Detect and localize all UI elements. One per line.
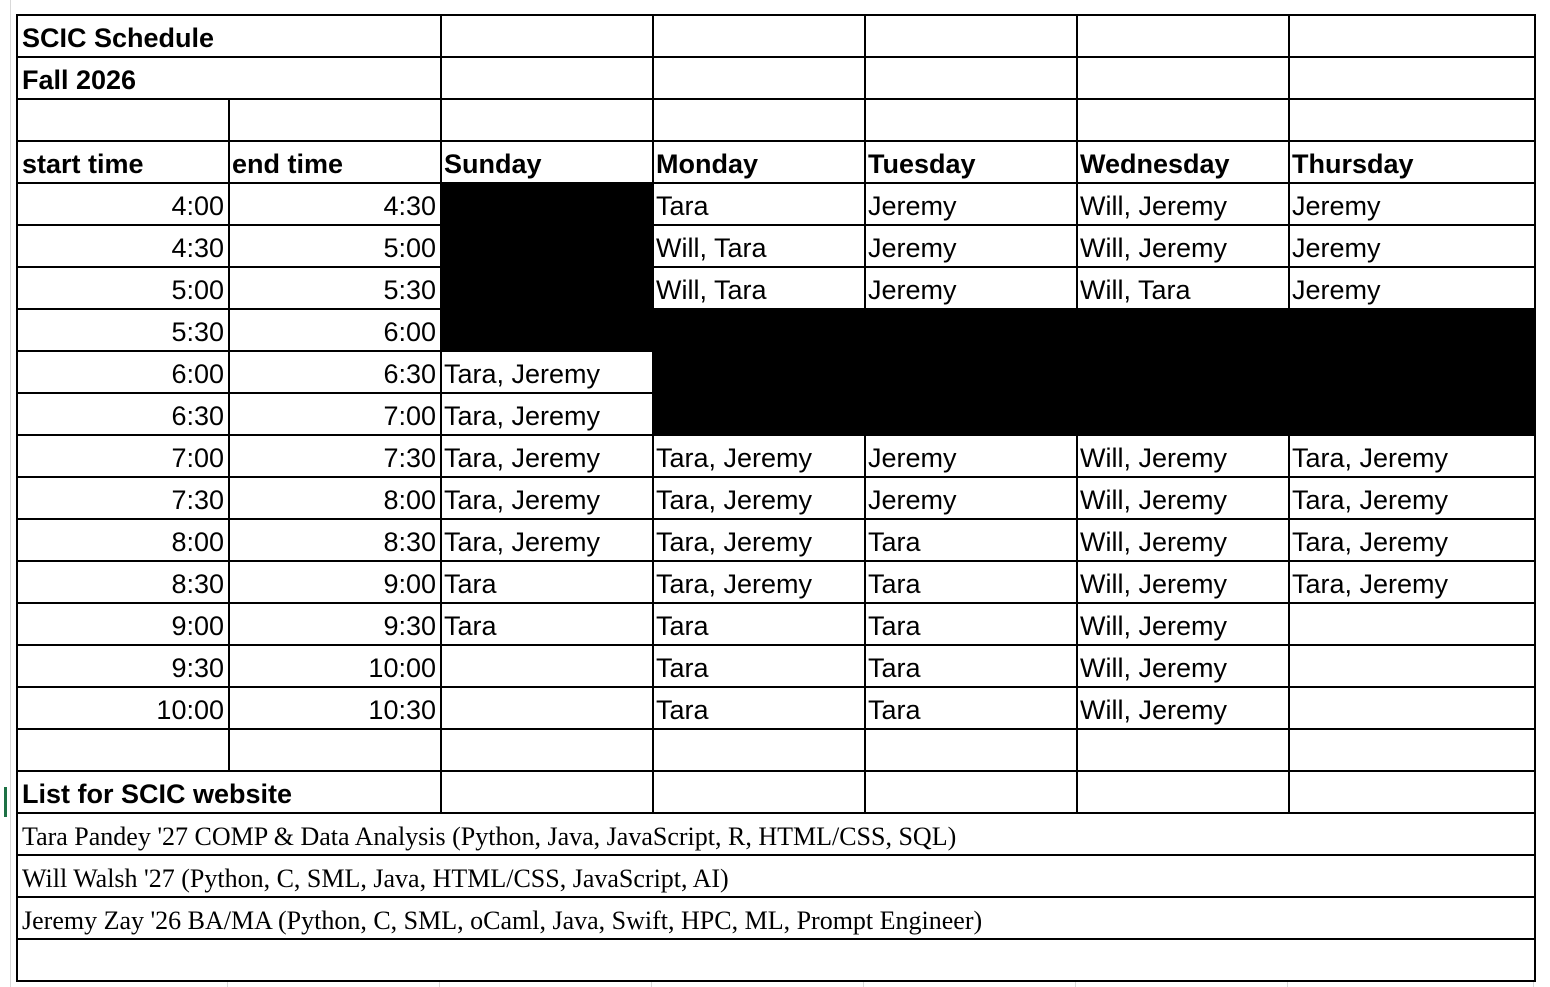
end-time-cell[interactable]: 7:00: [228, 392, 442, 436]
gridline: [652, 982, 864, 987]
schedule-cell[interactable]: Will, Jeremy: [1076, 476, 1290, 520]
empty-cell[interactable]: [652, 14, 866, 58]
unavailable-cell[interactable]: [1288, 350, 1536, 394]
header-cell-6[interactable]: Thursday: [1288, 140, 1536, 184]
empty-cell[interactable]: [1288, 98, 1536, 142]
schedule-cell[interactable]: Tara, Jeremy: [1288, 476, 1536, 520]
schedule-cell[interactable]: [440, 644, 654, 688]
header-cell-1[interactable]: end time: [228, 140, 442, 184]
empty-cell[interactable]: [1076, 770, 1290, 814]
schedule-cell[interactable]: Will, Jeremy: [1076, 560, 1290, 604]
schedule-cell[interactable]: Tara, Jeremy: [652, 518, 866, 562]
schedule-cell[interactable]: Tara, Jeremy: [1288, 560, 1536, 604]
empty-cell[interactable]: [652, 728, 866, 772]
schedule-cell[interactable]: Tara, Jeremy: [1288, 518, 1536, 562]
schedule-cell[interactable]: Tara, Jeremy: [440, 476, 654, 520]
empty-cell[interactable]: [652, 56, 866, 100]
header-cell-4[interactable]: Tuesday: [864, 140, 1078, 184]
empty-cell[interactable]: [1288, 728, 1536, 772]
empty-cell[interactable]: [1076, 728, 1290, 772]
schedule-cell[interactable]: Jeremy: [864, 476, 1078, 520]
header-cell-0[interactable]: start time: [16, 140, 230, 184]
list-heading-cell[interactable]: List for SCIC website: [16, 770, 442, 814]
start-time-cell[interactable]: 4:00: [16, 182, 230, 226]
end-time-cell[interactable]: 8:30: [228, 518, 442, 562]
schedule-cell[interactable]: Jeremy: [1288, 224, 1536, 268]
end-time-cell[interactable]: 6:30: [228, 350, 442, 394]
schedule-cell[interactable]: [1288, 644, 1536, 688]
end-time-cell[interactable]: 10:00: [228, 644, 442, 688]
empty-cell[interactable]: [1288, 770, 1536, 814]
list-entry-cell[interactable]: Tara Pandey '27 COMP & Data Analysis (Python, Java, JavaScript, R, HTML/CSS, SQL): [16, 812, 1536, 856]
schedule-cell[interactable]: [1288, 602, 1536, 646]
unavailable-cell[interactable]: [864, 392, 1078, 436]
unavailable-cell[interactable]: [1288, 392, 1536, 436]
empty-cell[interactable]: [228, 98, 442, 142]
header-cell-5[interactable]: Wednesday: [1076, 140, 1290, 184]
schedule-cell[interactable]: Will, Jeremy: [1076, 182, 1290, 226]
unavailable-cell[interactable]: [652, 392, 866, 436]
start-time-cell[interactable]: 6:30: [16, 392, 230, 436]
empty-cell[interactable]: [864, 56, 1078, 100]
gridline: [16, 982, 228, 987]
schedule-cell[interactable]: Will, Jeremy: [1076, 602, 1290, 646]
empty-cell[interactable]: [16, 728, 230, 772]
schedule-cell[interactable]: Will, Tara: [652, 266, 866, 310]
schedule-cell[interactable]: Tara, Jeremy: [440, 392, 654, 436]
schedule-cell[interactable]: Jeremy: [864, 224, 1078, 268]
start-time-cell[interactable]: 9:30: [16, 644, 230, 688]
gridline: [864, 982, 1076, 987]
empty-cell[interactable]: [864, 14, 1078, 58]
schedule-cell[interactable]: Tara: [440, 602, 654, 646]
schedule-cell[interactable]: Tara: [864, 644, 1078, 688]
unavailable-cell[interactable]: [440, 224, 654, 268]
schedule-cell[interactable]: Tara: [652, 644, 866, 688]
unavailable-cell[interactable]: [652, 350, 866, 394]
unavailable-cell[interactable]: [1076, 350, 1290, 394]
start-time-cell[interactable]: 10:00: [16, 686, 230, 730]
gridline: [1288, 982, 1534, 987]
schedule-cell[interactable]: Jeremy: [1288, 182, 1536, 226]
empty-cell[interactable]: [652, 98, 866, 142]
schedule-cell[interactable]: Jeremy: [1288, 266, 1536, 310]
end-time-cell[interactable]: 9:00: [228, 560, 442, 604]
end-time-cell[interactable]: 6:00: [228, 308, 442, 352]
schedule-cell[interactable]: Tara: [652, 686, 866, 730]
empty-cell[interactable]: [864, 728, 1078, 772]
schedule-cell[interactable]: Tara: [864, 602, 1078, 646]
schedule-cell[interactable]: Will, Jeremy: [1076, 644, 1290, 688]
schedule-cell[interactable]: Tara: [652, 602, 866, 646]
list-entry-cell[interactable]: Jeremy Zay '26 BA/MA (Python, C, SML, oCaml, Java, Swift, HPC, ML, Prompt Engineer): [16, 896, 1536, 940]
gridline: [228, 982, 440, 987]
end-time-cell[interactable]: 7:30: [228, 434, 442, 478]
row-header-strip: [0, 0, 11, 987]
term-cell[interactable]: Fall 2026: [16, 56, 442, 100]
empty-cell[interactable]: [16, 98, 230, 142]
unavailable-cell[interactable]: [1288, 308, 1536, 352]
schedule-cell[interactable]: Tara: [652, 182, 866, 226]
empty-cell[interactable]: [440, 770, 654, 814]
schedule-cell[interactable]: Tara, Jeremy: [652, 434, 866, 478]
schedule-cell[interactable]: Tara, Jeremy: [440, 518, 654, 562]
start-time-cell[interactable]: 5:30: [16, 308, 230, 352]
empty-cell[interactable]: [652, 770, 866, 814]
empty-cell[interactable]: [1076, 56, 1290, 100]
schedule-cell[interactable]: Will, Jeremy: [1076, 224, 1290, 268]
empty-cell[interactable]: [440, 98, 654, 142]
start-time-cell[interactable]: 9:00: [16, 602, 230, 646]
list-entry-cell[interactable]: Will Walsh '27 (Python, C, SML, Java, HTML/CSS, JavaScript, AI): [16, 854, 1536, 898]
end-time-cell[interactable]: 10:30: [228, 686, 442, 730]
schedule-cell[interactable]: Will, Tara: [1076, 266, 1290, 310]
header-cell-2[interactable]: Sunday: [440, 140, 654, 184]
schedule-cell[interactable]: [440, 686, 654, 730]
title-cell[interactable]: SCIC Schedule: [16, 14, 442, 58]
unavailable-cell[interactable]: [1076, 392, 1290, 436]
gridline: [1076, 982, 1288, 987]
empty-cell[interactable]: [440, 728, 654, 772]
unavailable-cell[interactable]: [864, 350, 1078, 394]
unavailable-cell[interactable]: [440, 266, 654, 310]
schedule-cell[interactable]: Jeremy: [864, 182, 1078, 226]
schedule-cell[interactable]: Tara: [440, 560, 654, 604]
empty-cell[interactable]: [1076, 14, 1290, 58]
schedule-cell[interactable]: Tara, Jeremy: [652, 560, 866, 604]
empty-cell[interactable]: [1288, 56, 1536, 100]
unavailable-cell[interactable]: [1076, 308, 1290, 352]
start-time-cell[interactable]: 7:30: [16, 476, 230, 520]
start-time-cell[interactable]: 7:00: [16, 434, 230, 478]
empty-cell[interactable]: [440, 56, 654, 100]
schedule-cell[interactable]: Tara, Jeremy: [652, 476, 866, 520]
schedule-cell[interactable]: Will, Jeremy: [1076, 434, 1290, 478]
schedule-cell[interactable]: Jeremy: [864, 266, 1078, 310]
empty-cell[interactable]: [1288, 14, 1536, 58]
schedule-cell[interactable]: Tara: [864, 518, 1078, 562]
schedule-cell[interactable]: Will, Jeremy: [1076, 686, 1290, 730]
empty-cell[interactable]: [16, 938, 1536, 982]
start-time-cell[interactable]: 8:00: [16, 518, 230, 562]
start-time-cell[interactable]: 5:00: [16, 266, 230, 310]
empty-cell[interactable]: [864, 770, 1078, 814]
header-cell-3[interactable]: Monday: [652, 140, 866, 184]
selected-row-indicator: [4, 787, 7, 817]
end-time-cell[interactable]: 4:30: [228, 182, 442, 226]
empty-cell[interactable]: [440, 14, 654, 58]
schedule-cell[interactable]: Tara: [864, 686, 1078, 730]
schedule-cell[interactable]: Tara, Jeremy: [440, 350, 654, 394]
empty-cell[interactable]: [1076, 98, 1290, 142]
start-time-cell[interactable]: 6:00: [16, 350, 230, 394]
unavailable-cell[interactable]: [652, 308, 866, 352]
end-time-cell[interactable]: 8:00: [228, 476, 442, 520]
schedule-cell[interactable]: Tara, Jeremy: [440, 434, 654, 478]
unavailable-cell[interactable]: [440, 182, 654, 226]
end-time-cell[interactable]: 9:30: [228, 602, 442, 646]
end-time-cell[interactable]: 5:00: [228, 224, 442, 268]
empty-cell[interactable]: [228, 728, 442, 772]
schedule-cell[interactable]: Jeremy: [864, 434, 1078, 478]
unavailable-cell[interactable]: [864, 308, 1078, 352]
schedule-cell[interactable]: [1288, 686, 1536, 730]
start-time-cell[interactable]: 8:30: [16, 560, 230, 604]
end-time-cell[interactable]: 5:30: [228, 266, 442, 310]
unavailable-cell[interactable]: [440, 308, 654, 352]
schedule-cell[interactable]: Will, Jeremy: [1076, 518, 1290, 562]
schedule-cell[interactable]: Will, Tara: [652, 224, 866, 268]
start-time-cell[interactable]: 4:30: [16, 224, 230, 268]
gridline: [440, 982, 652, 987]
schedule-cell[interactable]: Tara: [864, 560, 1078, 604]
empty-cell[interactable]: [864, 98, 1078, 142]
schedule-cell[interactable]: Tara, Jeremy: [1288, 434, 1536, 478]
